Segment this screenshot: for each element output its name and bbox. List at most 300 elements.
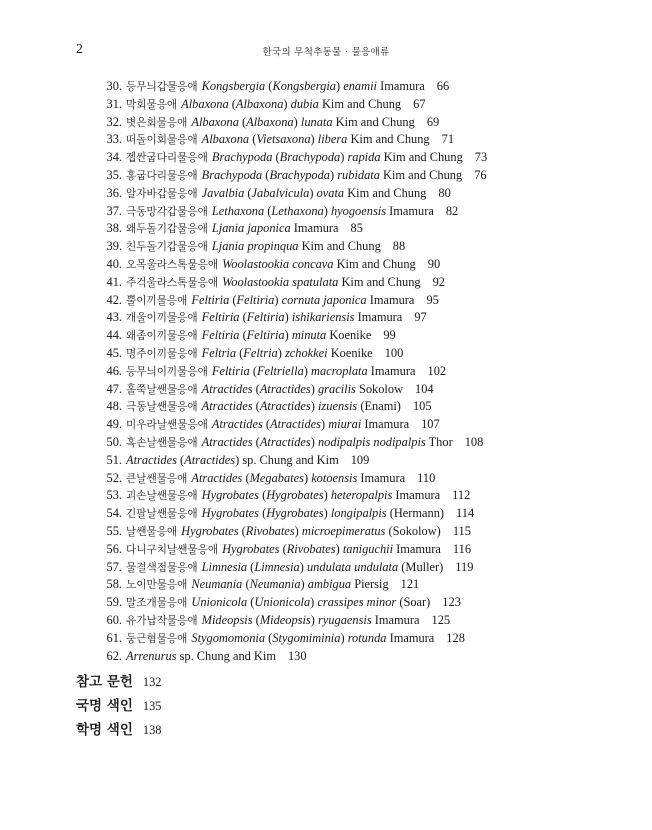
italic-name-part: izuensis (317, 399, 358, 414)
italic-name-part: Arrenurus (126, 648, 177, 663)
name-part: Imamura (290, 221, 339, 236)
toc-entry[interactable] (98, 559, 487, 577)
page-ref: 108 (464, 434, 484, 449)
section-page: 138 (142, 723, 162, 737)
page-ref: 110 (417, 470, 436, 485)
toc-section[interactable] (76, 670, 161, 694)
name-part: ( (259, 506, 267, 521)
korean-name: 떠돌이회물응애 (126, 134, 198, 147)
name-part: (Soar) (396, 595, 431, 610)
name-part: ( (252, 381, 260, 396)
italic-name-part: taniguchii (342, 541, 394, 556)
scientific-name (212, 239, 381, 253)
name-part: ) (309, 185, 317, 200)
scientific-name (202, 328, 372, 342)
scientific-name (202, 399, 401, 413)
page-ref: 100 (384, 345, 404, 360)
toc-entry[interactable] (98, 256, 487, 274)
toc-entry[interactable] (98, 505, 487, 523)
name-part: ( (244, 185, 252, 200)
toc-entry[interactable] (98, 594, 487, 612)
name-part: ( (247, 595, 255, 610)
korean-name: 등무늬이끼물응애 (126, 365, 208, 378)
entry-number: 48. (106, 399, 122, 414)
name-part: Kim and Chung (344, 185, 427, 200)
scientific-name (202, 310, 403, 324)
name-part: Imamura (357, 470, 406, 485)
entry-number: 39. (106, 239, 122, 254)
korean-name: 혹손날쌘물응애 (126, 436, 198, 449)
scientific-name (202, 346, 373, 360)
name-part: ( (236, 345, 244, 360)
name-part: Koenike (326, 328, 372, 343)
scientific-name (212, 364, 416, 378)
name-part: Imamura (371, 612, 420, 627)
entry-number: 37. (106, 203, 122, 218)
entry-number: 34. (106, 150, 122, 165)
italic-name-part: Feltria (201, 345, 237, 360)
scientific-name (222, 257, 416, 271)
page-ref: 92 (432, 274, 445, 289)
name-part: Imamura (354, 310, 403, 325)
korean-name: 둥근혐물응애 (126, 632, 188, 645)
page-ref: 88 (392, 239, 406, 254)
page-number: 2 (76, 42, 83, 57)
italic-name-part: libera (317, 132, 348, 147)
name-part: ) (320, 417, 329, 432)
section-page: 135 (142, 699, 162, 713)
name-part: ) (310, 612, 318, 627)
entry-number: 56. (106, 541, 122, 556)
italic-name-part: Hygrobates (201, 488, 259, 503)
korean-name: 오목울라스톡물응애 (126, 258, 219, 271)
italic-name-part: Javalbia (201, 185, 245, 200)
page-ref: 69 (426, 114, 440, 129)
italic-name-part: ovata (316, 185, 345, 200)
name-part: Imamura (366, 292, 415, 307)
name-part: ( (242, 470, 250, 485)
section-title: 학명 색인 (76, 722, 133, 738)
name-part: ) (293, 114, 301, 129)
italic-name-part: rapida (347, 150, 381, 165)
entry-number: 62. (106, 648, 122, 663)
italic-name-part: Kongsbergia (272, 79, 336, 93)
italic-name-part: Albaxona (191, 114, 239, 129)
italic-name-part: rotunda (347, 630, 387, 645)
italic-name-part: ryugaensis (317, 612, 372, 627)
italic-name-part: ishikariensis (291, 310, 355, 325)
korean-name: 미우라날쌘물응애 (126, 419, 208, 432)
italic-name-part: Unionicola (254, 595, 311, 610)
page-ref: 71 (441, 132, 455, 147)
page-ref: 123 (442, 595, 461, 610)
toc-entry[interactable] (98, 131, 487, 149)
toc-entry[interactable] (98, 398, 487, 416)
italic-name-part: Brachypoda (269, 167, 330, 182)
italic-name-part: minuta (291, 328, 327, 343)
scientific-name (191, 293, 414, 307)
scientific-name (181, 524, 441, 538)
toc-entry[interactable] (98, 292, 487, 310)
korean-name: 알자바갑물응애 (126, 187, 198, 200)
korean-name: 친두돌기갑물응애 (126, 241, 208, 254)
name-part: ) (340, 630, 348, 645)
italic-name-part: Limnesia (201, 559, 248, 574)
name-part: Piersig (351, 577, 389, 592)
page-ref: 109 (350, 452, 370, 467)
italic-name-part: Neumania (191, 577, 243, 592)
name-part: ) (303, 470, 312, 485)
entry-number: 31. (106, 96, 122, 111)
entry-number: 40. (106, 256, 122, 271)
italic-name-part: Neumania (249, 577, 301, 592)
name-part: Imamura (392, 488, 441, 503)
name-part: ) (323, 203, 331, 218)
name-part: ( (262, 417, 271, 432)
name-part: Kim and Chung (379, 167, 463, 182)
toc-entry[interactable] (98, 96, 487, 114)
toc-entries (98, 78, 487, 665)
italic-name-part: Brachypoda (201, 167, 263, 182)
name-part: ( (279, 541, 287, 556)
italic-name-part: Atractides (259, 399, 311, 414)
italic-name-part: Atractides (259, 434, 311, 449)
italic-name-part: kotoensis (311, 470, 358, 485)
toc-entry[interactable] (98, 452, 487, 470)
toc-entry[interactable] (98, 630, 487, 648)
entry-number: 46. (106, 363, 122, 378)
italic-name-part: Megabates (249, 470, 304, 485)
name-part: Imamura (361, 417, 410, 432)
italic-name-part: Limnesia (254, 559, 300, 574)
page-ref: 115 (452, 523, 471, 538)
italic-name-part: Mideopsis (259, 612, 311, 627)
entry-number: 53. (106, 488, 122, 503)
italic-name-part: enamii (343, 79, 377, 93)
name-part: (Enami) (357, 399, 401, 414)
name-part: (Muller) (398, 559, 444, 574)
toc-entry[interactable] (98, 648, 487, 666)
italic-name-part: Hygrobates (266, 506, 324, 521)
entry-number: 36. (106, 185, 122, 200)
name-part: Imamura (393, 541, 441, 556)
name-part: ( (249, 132, 257, 147)
italic-name-part: Atractides (211, 417, 263, 432)
toc-entry[interactable] (98, 149, 487, 167)
entry-number: 55. (106, 523, 122, 538)
entry-number: 60. (106, 612, 122, 627)
scientific-name (191, 115, 414, 129)
italic-name-part: Hygrobates (222, 541, 280, 556)
name-part: ( (176, 452, 185, 467)
name-part: ( (264, 203, 272, 218)
italic-name-part: Atractides (201, 434, 253, 449)
name-part: ( (239, 328, 247, 343)
name-part: Kim and Chung (338, 274, 421, 289)
scientific-name (212, 204, 434, 218)
italic-name-part: Albaxona (201, 132, 250, 147)
entry-number: 49. (106, 417, 122, 432)
name-part: ( (228, 96, 236, 111)
scientific-name (181, 97, 401, 111)
italic-name-part: Mideopsis (201, 612, 253, 627)
korean-name: 등무늬갑물응애 (126, 81, 198, 93)
entry-number: 52. (106, 470, 122, 485)
italic-name-part: Kongsbergia (201, 79, 266, 93)
page-ref: 80 (438, 185, 451, 200)
italic-name-part: Jabalvicula (251, 185, 310, 200)
toc-sections (76, 670, 161, 742)
italic-name-part: Rivobates (245, 523, 295, 538)
name-part: ) (294, 523, 302, 538)
korean-name: 말조개물응애 (126, 597, 188, 610)
italic-name-part: Brachypoda (211, 150, 273, 165)
scientific-name (202, 560, 444, 574)
italic-name-part: Hygrobates (266, 488, 324, 503)
italic-name-part: rubidata (337, 167, 380, 182)
page-ref: 125 (431, 612, 451, 627)
name-part: ( (262, 167, 270, 182)
italic-name-part: undulata undulata (306, 559, 399, 574)
toc-entry[interactable] (98, 416, 487, 434)
korean-name: 개울이끼물응애 (126, 312, 198, 325)
toc-entry[interactable] (98, 274, 487, 292)
name-part: ) (303, 363, 312, 378)
italic-name-part: Atractides (259, 381, 311, 396)
page-ref: 130 (287, 648, 307, 663)
korean-name: 홍굽다리물응애 (126, 169, 198, 182)
name-part: ) (284, 328, 292, 343)
italic-name-part: Unionicola (191, 595, 248, 610)
toc-entry[interactable] (98, 238, 487, 256)
page-ref: 102 (427, 363, 447, 378)
toc-entry[interactable] (98, 541, 487, 559)
name-part: Koenike (327, 345, 373, 360)
toc-section[interactable] (76, 694, 161, 718)
korean-name: 노이만물응애 (126, 579, 188, 592)
name-part: Kim and Chung (332, 114, 415, 129)
page-ref: 66 (436, 79, 450, 93)
toc-entry[interactable] (98, 487, 487, 505)
name-part: ( (265, 79, 273, 93)
italic-name-part: hyogoensis (330, 203, 387, 218)
italic-name-part: Brachypoda (279, 150, 341, 165)
name-part: ( (229, 292, 237, 307)
italic-name-part: ambigua (307, 577, 352, 592)
scientific-name (191, 577, 388, 591)
name-part: ( (238, 114, 247, 129)
name-part: Imamura (376, 79, 425, 93)
italic-name-part: Albaxona (246, 114, 294, 129)
toc-entry[interactable] (98, 203, 487, 221)
page-ref: 107 (421, 417, 440, 432)
entry-number: 32. (106, 114, 122, 129)
page-ref: 114 (456, 506, 475, 521)
korean-name: 젭싼굽다리물응애 (126, 152, 208, 165)
korean-name: 긴팔날쌘물응애 (126, 508, 198, 521)
name-part: ) (284, 310, 292, 325)
page-ref: 104 (415, 381, 434, 396)
page-ref: 82 (445, 203, 459, 218)
toc-entry[interactable] (98, 381, 487, 399)
scientific-name (191, 471, 405, 485)
korean-name: 명주이끼물응애 (126, 347, 198, 360)
name-part: sp. Chung and Kim (176, 648, 276, 663)
page-ref: 95 (426, 292, 439, 307)
toc-entry[interactable] (98, 78, 487, 96)
toc-section[interactable] (76, 718, 161, 742)
toc-entry[interactable] (98, 470, 487, 488)
korean-name: 다니구치날쌘물응애 (126, 543, 219, 556)
name-part: ) (310, 399, 318, 414)
korean-name: 큰날쌘물응애 (126, 472, 188, 485)
name-part: ( (242, 577, 250, 592)
korean-name: 왜좀이끼물응애 (126, 330, 198, 343)
entry-number: 57. (106, 559, 122, 574)
italic-name-part: Feltriella (256, 363, 304, 378)
toc-entry[interactable] (98, 523, 487, 541)
name-part: ) (310, 381, 318, 396)
page-ref: 105 (412, 399, 432, 414)
toc-entry[interactable] (98, 434, 487, 452)
italic-name-part: Stygomiminia (272, 630, 341, 645)
italic-name-part: Rivobates (286, 541, 336, 556)
italic-name-part: Ljania japonica (211, 221, 291, 236)
italic-name-part: dubia (290, 96, 319, 111)
name-part: ) (299, 559, 307, 574)
entry-number: 58. (106, 577, 122, 592)
page-ref: 67 (413, 96, 426, 111)
page-ref: 97 (414, 310, 427, 325)
toc-entry[interactable] (98, 309, 487, 327)
italic-name-part: Lethaxona (211, 203, 265, 218)
scientific-name (191, 595, 430, 609)
page-ref: 112 (452, 488, 471, 503)
italic-name-part: Albaxona (235, 96, 284, 111)
italic-name-part: Hygrobates (181, 523, 239, 538)
page-ref: 90 (427, 256, 441, 271)
entry-number: 47. (106, 381, 122, 396)
name-part: ) (323, 506, 331, 521)
entry-number: 50. (106, 434, 122, 449)
name-part: ( (259, 488, 267, 503)
scientific-name (202, 382, 403, 396)
toc-entry[interactable] (98, 167, 487, 185)
name-part: ( (252, 434, 260, 449)
name-part: ) (274, 292, 282, 307)
entry-number: 30. (106, 79, 122, 93)
scientific-name (202, 186, 427, 200)
italic-name-part: cornuta japonica (281, 292, 367, 307)
korean-name: 괴손날쌘물응애 (126, 490, 198, 503)
name-part: Imamura (367, 363, 416, 378)
section-page: 132 (142, 675, 162, 689)
name-part: Thor (425, 434, 453, 449)
toc-entry[interactable] (98, 345, 487, 363)
name-part: ) (283, 96, 291, 111)
italic-name-part: Atractides (126, 452, 177, 467)
italic-name-part: Feltiria (246, 310, 285, 325)
name-part: ( (272, 150, 280, 165)
name-part: ( (252, 612, 260, 627)
italic-name-part: Woolastookia spatulata (222, 274, 339, 289)
korean-name: 왜두돌기갑물응애 (126, 223, 208, 236)
entry-number: 43. (106, 310, 122, 325)
italic-name-part: crassipes minor (317, 595, 397, 610)
italic-name-part: longipalpis (330, 506, 387, 521)
toc-entry[interactable] (98, 327, 487, 345)
italic-name-part: microepimeratus (301, 523, 386, 538)
section-title: 참고 문헌 (76, 674, 133, 690)
entry-number: 33. (106, 132, 122, 147)
section-title: 국명 색인 (76, 698, 133, 714)
scientific-name (222, 275, 421, 289)
name-part: Imamura (386, 203, 434, 218)
name-part: Kim and Chung (347, 132, 430, 147)
scientific-name (222, 542, 441, 556)
italic-name-part: macroplata (311, 363, 368, 378)
scientific-name (212, 221, 339, 235)
scientific-name (202, 613, 420, 627)
italic-name-part: Atractides (270, 417, 321, 432)
scientific-name (126, 453, 339, 467)
name-part: (Hermann) (386, 506, 445, 521)
toc-entry[interactable] (98, 185, 487, 203)
scientific-name (202, 506, 444, 520)
name-part: ( (265, 630, 273, 645)
korean-name: 뿔이끼물응애 (126, 294, 188, 307)
name-part: ) (310, 595, 318, 610)
name-part: Kim and Chung (333, 256, 416, 271)
toc-entry[interactable] (98, 612, 487, 630)
italic-name-part: Feltiria (201, 310, 240, 325)
italic-name-part: Ljania propinqua (211, 239, 299, 254)
toc-entry[interactable] (98, 363, 487, 381)
name-part: ) (310, 132, 318, 147)
name-part: ) (330, 167, 338, 182)
italic-name-part: miurai (328, 417, 362, 432)
toc-entry[interactable] (98, 114, 487, 132)
italic-name-part: Atractides (201, 381, 253, 396)
italic-name-part: Woolastookia concava (222, 256, 334, 271)
toc-entry[interactable] (98, 576, 487, 594)
name-part: Kim and Chung (318, 96, 402, 111)
korean-name: 홀쭉날쌘물응애 (126, 383, 198, 396)
scientific-name (126, 649, 276, 663)
toc-entry[interactable] (98, 220, 487, 238)
page-ref: 119 (455, 559, 474, 574)
scientific-name (202, 435, 453, 449)
page-ref: 116 (452, 541, 472, 556)
name-part: ) (323, 488, 331, 503)
name-part: ( (247, 559, 255, 574)
scientific-name (212, 150, 463, 164)
italic-name-part: Feltiria (211, 363, 250, 378)
italic-name-part: Atractides (184, 452, 236, 467)
italic-name-part: Feltiria (191, 292, 230, 307)
entry-number: 44. (106, 328, 122, 343)
name-part: ) sp. Chung and Kim (235, 452, 339, 467)
name-part: ( (238, 523, 246, 538)
italic-name-part: Atractides (191, 470, 243, 485)
name-part: ) (310, 434, 318, 449)
italic-name-part: Atractides (201, 399, 253, 414)
italic-name-part: Hygrobates (201, 506, 259, 521)
korean-name: 극동망각갑물응애 (126, 205, 208, 218)
italic-name-part: Stygomomonia (191, 630, 266, 645)
page-ref: 99 (383, 328, 396, 343)
page-ref: 85 (350, 221, 363, 236)
